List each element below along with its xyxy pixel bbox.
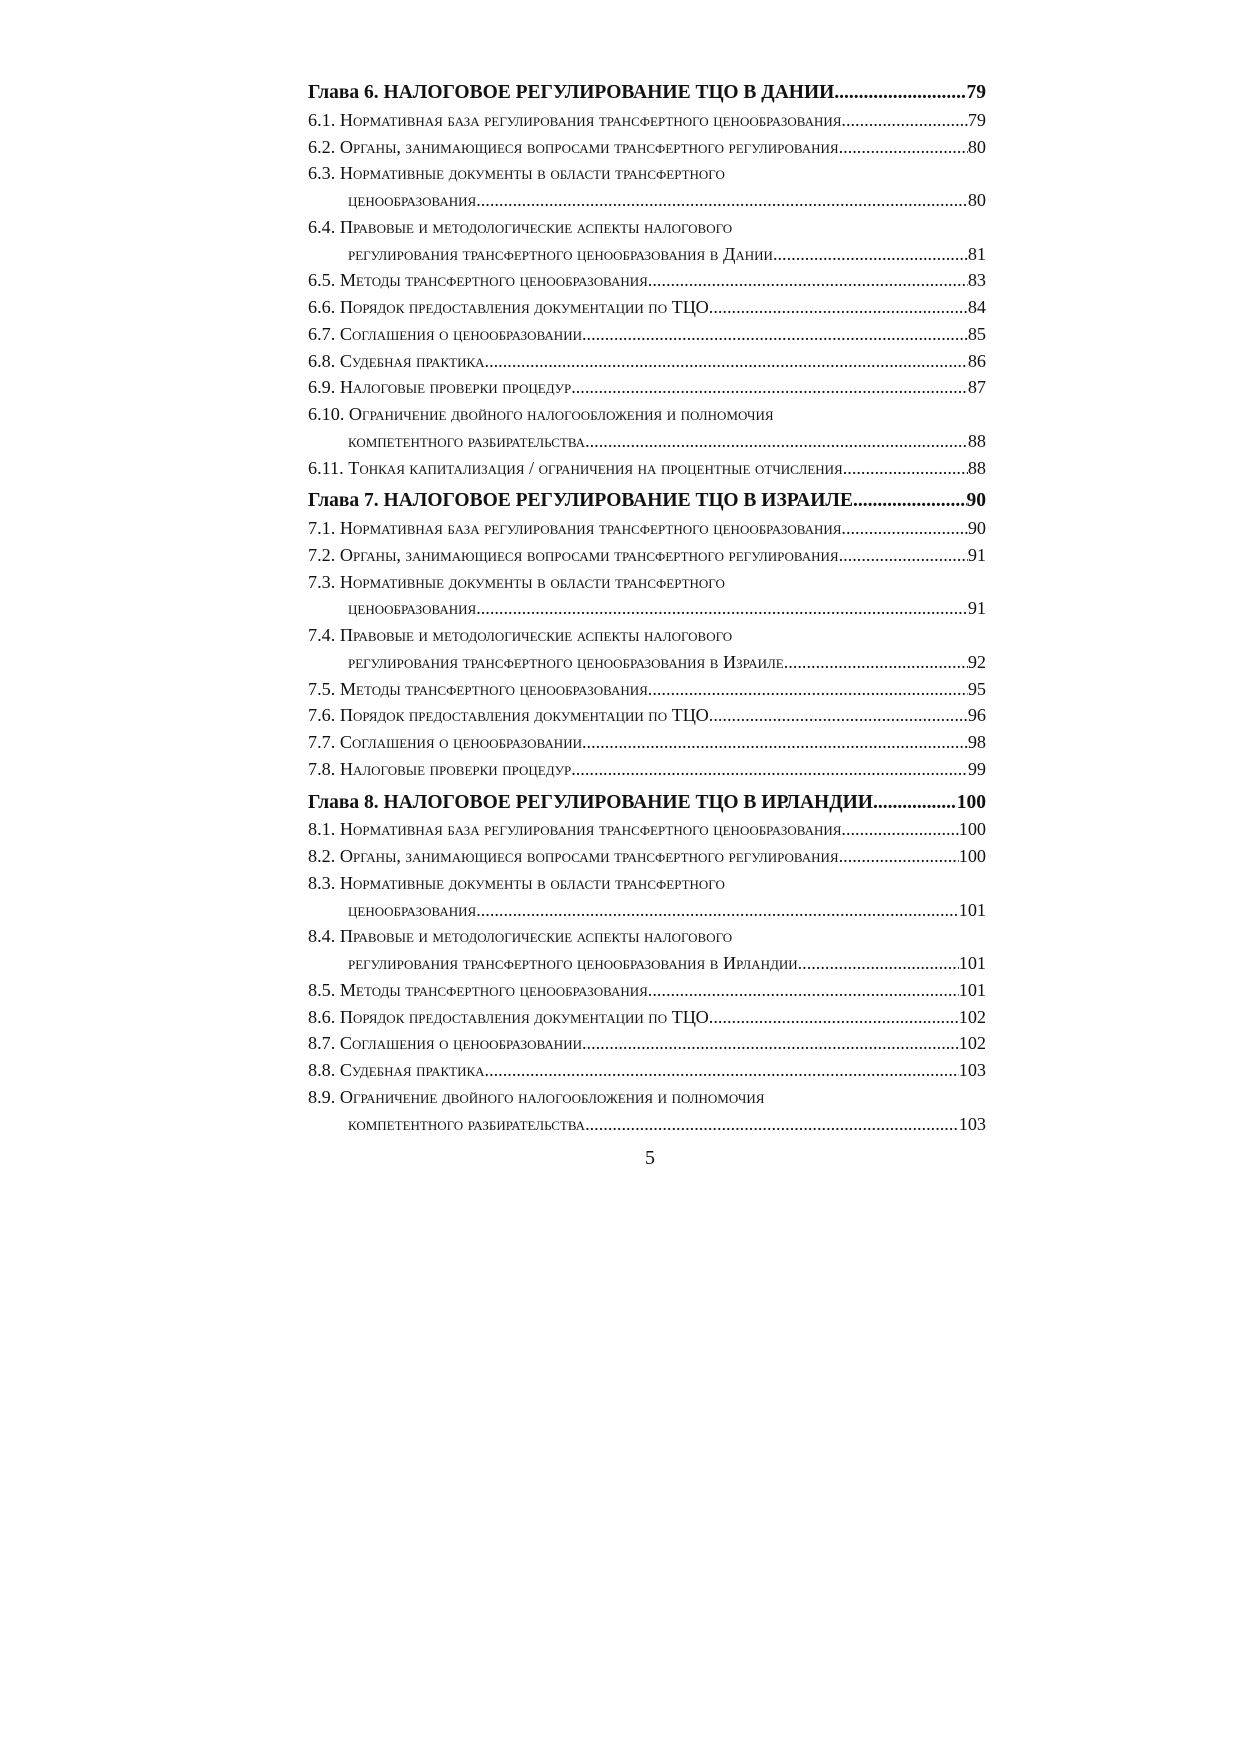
entry-title: Нормативные документы в области трансфертного xyxy=(339,872,725,893)
entry-title: Нормативная база регулирования трансфертного ценообразования xyxy=(339,518,842,538)
dot-leader xyxy=(839,843,959,870)
dot-leader xyxy=(841,515,967,542)
toc-entry xyxy=(308,756,986,783)
entry-title: Методы трансфертного ценообразования xyxy=(339,979,648,1000)
entry-page: 102 xyxy=(958,1006,986,1027)
chapter-title: Глава 6. НАЛОГОВОЕ РЕГУЛИРОВАНИЕ ТЦО В ДАНИИ xyxy=(308,82,835,103)
entry-title: Органы, занимающиеся вопросами трансфертного регулирования xyxy=(339,846,839,866)
dot-leader xyxy=(582,321,968,348)
entry-page: 79 xyxy=(967,109,986,130)
toc-entry xyxy=(308,676,986,703)
entry-title: Нормативная база регулирования трансфертного ценообразования xyxy=(339,109,842,130)
entry-title: Органы, занимающиеся вопросами трансфертного регулирования xyxy=(339,544,839,565)
entry-page: 80 xyxy=(967,136,986,157)
entry-page: 98 xyxy=(967,732,986,752)
entry-number: 6.10. xyxy=(308,404,345,424)
chapter-page: 100 xyxy=(956,791,986,813)
chapter-heading xyxy=(308,80,986,107)
entry-continuation xyxy=(308,241,986,268)
dot-leader xyxy=(873,790,957,817)
dot-leader xyxy=(784,649,968,676)
entry-page: 95 xyxy=(967,678,986,699)
entry-page: 103 xyxy=(958,1113,986,1134)
entry-page: 101 xyxy=(958,953,986,973)
dot-leader xyxy=(648,977,959,1004)
entry-page: 103 xyxy=(958,1060,986,1080)
entry-title: Нормативные документы в области трансфертного xyxy=(339,571,725,592)
dot-leader xyxy=(476,595,968,622)
entry-number: 6.4. xyxy=(308,216,336,237)
entry-number: 6.8. xyxy=(308,350,336,371)
dot-leader xyxy=(582,1030,959,1057)
entry-text xyxy=(308,374,571,401)
toc-entry xyxy=(308,923,986,977)
chapter-heading xyxy=(308,790,986,817)
chapter-title: Глава 8. НАЛОГОВОЕ РЕГУЛИРОВАНИЕ ТЦО В ИРЛАНДИИ xyxy=(308,791,873,813)
toc-entry xyxy=(308,107,986,134)
entry-number: 7.8. xyxy=(308,758,336,779)
dot-leader xyxy=(709,702,968,729)
entry-title: Методы трансфертного ценообразования xyxy=(339,678,648,699)
entry-title: Порядок предоставления документации по ТЦО xyxy=(339,1006,709,1027)
entry-number: 7.6. xyxy=(308,705,336,726)
toc-entry xyxy=(308,1004,986,1031)
dot-leader xyxy=(476,897,959,924)
entry-text xyxy=(308,1057,485,1084)
toc-entry xyxy=(308,321,986,348)
dot-leader xyxy=(841,107,967,134)
entry-page: 91 xyxy=(967,544,986,565)
entry-page: 100 xyxy=(958,846,986,866)
entry-title: Тонкая капитализация / ограничения на процентные отчисления xyxy=(348,457,843,478)
dot-leader xyxy=(843,455,968,482)
entry-first-line xyxy=(308,214,986,241)
chapter-title: Глава 7. НАЛОГОВОЕ РЕГУЛИРОВАНИЕ ТЦО В ИЗРАИЛЕ xyxy=(308,490,853,512)
entry-title-continued: компетентного разбирательства xyxy=(348,430,586,451)
entry-title-continued: компетентного разбирательства xyxy=(348,1113,586,1134)
entry-title: Судебная практика xyxy=(339,350,485,371)
dot-leader xyxy=(485,348,968,375)
entry-text xyxy=(308,977,648,1004)
entry-text xyxy=(308,756,571,783)
entry-number: 6.7. xyxy=(308,323,336,344)
entry-continuation xyxy=(308,428,986,455)
entry-number: 6.9. xyxy=(308,377,336,398)
dot-leader xyxy=(839,542,968,569)
dot-leader xyxy=(834,80,966,107)
entry-number: 8.2. xyxy=(308,846,336,866)
entry-page: 102 xyxy=(958,1033,986,1054)
entry-first-line xyxy=(308,401,986,428)
dot-leader xyxy=(476,187,968,214)
dot-leader xyxy=(853,488,967,515)
entry-continuation xyxy=(308,649,986,676)
entry-page: 101 xyxy=(958,899,986,920)
entry-number: 6.11. xyxy=(308,457,344,478)
dot-leader xyxy=(582,729,968,756)
entry-title: Правовые и методологические аспекты налогового xyxy=(339,625,733,645)
entry-continuation xyxy=(308,1111,986,1138)
entry-text xyxy=(308,348,485,375)
entry-page: 84 xyxy=(967,297,986,317)
entry-text xyxy=(308,816,841,843)
entry-continuation xyxy=(308,950,986,977)
entry-title: Правовые и методологические аспекты налогового xyxy=(339,926,733,947)
entry-continuation xyxy=(308,595,986,622)
entry-text xyxy=(308,676,648,703)
entry-title: Порядок предоставления документации по ТЦО xyxy=(339,297,709,317)
entry-text xyxy=(308,542,839,569)
dot-leader xyxy=(773,241,968,268)
entry-number: 6.3. xyxy=(308,163,336,184)
dot-leader xyxy=(709,1004,959,1031)
toc-entry xyxy=(308,843,986,870)
dot-leader xyxy=(648,267,968,294)
entry-number: 7.1. xyxy=(308,518,336,538)
entry-page: 90 xyxy=(967,518,986,538)
entry-title-continued: ценообразования xyxy=(348,899,477,920)
entry-number: 8.4. xyxy=(308,926,336,947)
toc-entry xyxy=(308,816,986,843)
entry-page: 88 xyxy=(967,457,986,478)
entry-text xyxy=(308,515,841,542)
entry-page: 100 xyxy=(958,819,986,840)
entry-first-line xyxy=(308,1084,986,1111)
entry-title: Порядок предоставления документации по ТЦО xyxy=(339,705,709,726)
toc-entry xyxy=(308,569,986,623)
toc-entry xyxy=(308,348,986,375)
entry-text xyxy=(308,294,709,321)
entry-text xyxy=(308,455,843,482)
toc-entry xyxy=(308,374,986,401)
toc-entry xyxy=(308,134,986,161)
entry-text xyxy=(308,729,582,756)
entry-first-line xyxy=(308,870,986,897)
page-number: 5 xyxy=(645,1147,655,1169)
entry-title: Соглашения о ценообразовании xyxy=(339,1033,582,1054)
entry-number: 7.7. xyxy=(308,732,336,752)
dot-leader xyxy=(571,756,968,783)
entry-page: 83 xyxy=(967,270,986,291)
entry-page: 87 xyxy=(967,377,986,398)
entry-number: 7.3. xyxy=(308,571,336,592)
toc-entry xyxy=(308,515,986,542)
entry-title-continued: ценообразования xyxy=(348,190,477,210)
entry-page: 80 xyxy=(967,190,986,210)
entry-text xyxy=(308,134,839,161)
dot-leader xyxy=(585,428,968,455)
toc-entry xyxy=(308,1057,986,1084)
entry-text xyxy=(308,843,839,870)
entry-title-continued: ценообразования xyxy=(348,598,477,619)
dot-leader xyxy=(798,950,959,977)
entry-first-line xyxy=(308,569,986,596)
entry-title: Методы трансфертного ценообразования xyxy=(339,270,648,291)
entry-title: Нормативная база регулирования трансфертного ценообразования xyxy=(339,819,842,840)
dot-leader xyxy=(571,374,968,401)
entry-title: Ограничение двойного налогообложения и полномочия xyxy=(348,404,774,424)
entry-number: 7.5. xyxy=(308,678,336,699)
entry-number: 8.7. xyxy=(308,1033,336,1054)
entry-first-line xyxy=(308,923,986,950)
entry-text xyxy=(308,321,582,348)
entry-page: 86 xyxy=(967,350,986,371)
entry-page: 92 xyxy=(967,651,986,672)
entry-text xyxy=(308,1004,709,1031)
toc-entry xyxy=(308,401,986,455)
entry-number: 7.4. xyxy=(308,625,336,645)
chapter-page: 90 xyxy=(966,490,986,512)
entry-number: 8.3. xyxy=(308,872,336,893)
entry-first-line xyxy=(308,622,986,649)
entry-number: 6.5. xyxy=(308,270,336,291)
entry-title-continued: регулирования трансфертного ценообразования в Дании xyxy=(348,243,773,264)
dot-leader xyxy=(839,134,968,161)
toc-entry xyxy=(308,1030,986,1057)
entry-first-line xyxy=(308,160,986,187)
entry-text xyxy=(308,267,648,294)
toc-entry xyxy=(308,214,986,268)
entry-number: 6.2. xyxy=(308,136,336,157)
dot-leader xyxy=(585,1111,959,1138)
toc-entry xyxy=(308,160,986,214)
entry-title: Нормативные документы в области трансфертного xyxy=(339,163,725,184)
entry-number: 8.9. xyxy=(308,1086,336,1107)
entry-number: 8.1. xyxy=(308,819,336,840)
entry-title: Правовые и методологические аспекты налогового xyxy=(339,216,733,237)
entry-title: Налоговые проверки процедур xyxy=(339,758,572,779)
toc-entry xyxy=(308,977,986,1004)
dot-leader xyxy=(709,294,968,321)
entry-page: 99 xyxy=(967,758,986,779)
toc-entry xyxy=(308,622,986,676)
toc-entry xyxy=(308,702,986,729)
entry-text xyxy=(308,702,709,729)
dot-leader xyxy=(648,676,968,703)
toc-entry xyxy=(308,1084,986,1138)
entry-title: Органы, занимающиеся вопросами трансфертного регулирования xyxy=(339,136,839,157)
chapter-page: 79 xyxy=(966,82,986,103)
entry-title: Судебная практика xyxy=(339,1060,485,1080)
toc-entry xyxy=(308,294,986,321)
toc-entry xyxy=(308,542,986,569)
dot-leader xyxy=(841,816,958,843)
entry-title-continued: регулирования трансфертного ценообразования в Израиле xyxy=(348,651,784,672)
chapter-heading xyxy=(308,488,986,515)
entry-number: 8.5. xyxy=(308,979,336,1000)
dot-leader xyxy=(485,1057,959,1084)
toc-entry xyxy=(308,870,986,924)
entry-title: Соглашения о ценообразовании xyxy=(339,732,582,752)
entry-number: 8.6. xyxy=(308,1006,336,1027)
entry-number: 6.1. xyxy=(308,109,336,130)
entry-number: 8.8. xyxy=(308,1060,336,1080)
entry-title: Ограничение двойного налогообложения и полномочия xyxy=(339,1086,765,1107)
entry-number: 7.2. xyxy=(308,544,336,565)
entry-page: 88 xyxy=(967,430,986,451)
entry-text xyxy=(308,1030,582,1057)
toc-entry xyxy=(308,267,986,294)
toc-entry xyxy=(308,455,986,482)
entry-title-continued: регулирования трансфертного ценообразования в Ирландии xyxy=(348,953,798,973)
entry-title: Соглашения о ценообразовании xyxy=(339,323,582,344)
table-of-contents xyxy=(308,80,986,1137)
entry-page: 101 xyxy=(958,979,986,1000)
entry-continuation xyxy=(308,187,986,214)
entry-page: 85 xyxy=(967,323,986,344)
entry-text xyxy=(308,107,841,134)
entry-continuation xyxy=(308,897,986,924)
entry-page: 81 xyxy=(967,243,986,264)
entry-number: 6.6. xyxy=(308,297,336,317)
toc-entry xyxy=(308,729,986,756)
entry-title: Налоговые проверки процедур xyxy=(339,377,572,398)
entry-page: 91 xyxy=(967,598,986,619)
entry-page: 96 xyxy=(967,705,986,726)
